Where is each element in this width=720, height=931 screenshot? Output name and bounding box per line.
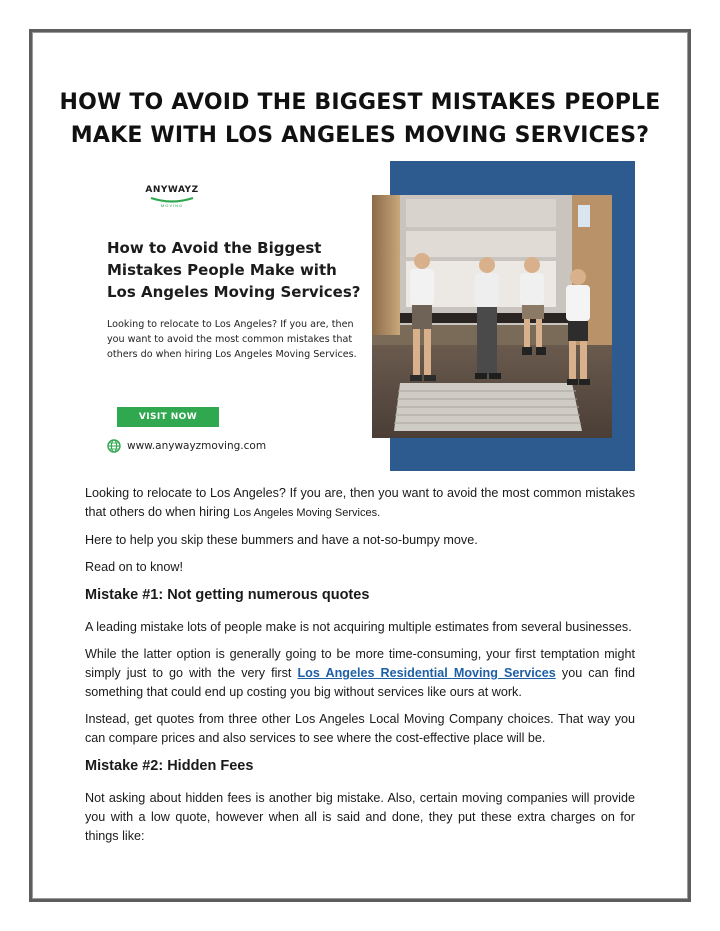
intro-service-name: Los Angeles Moving Services. (233, 507, 381, 519)
hero-banner (86, 161, 635, 471)
mistake-1-heading: Mistake #1: Not getting numerous quotes (85, 587, 370, 603)
intro-paragraph-2: Here to help you skip these bummers and have a not-so-bumpy move. (85, 533, 478, 547)
mistake-1-text-b: you can find something that could end up costing you big without services like ours at work. (85, 666, 635, 699)
intro-paragraph-3: Read on to know! (85, 560, 184, 574)
page-title: HOW TO AVOID THE BIGGEST MISTAKES PEOPLE MAKE WITH LOS ANGELES MOVING SERVICES? (59, 90, 661, 148)
banner-heading: How to Avoid the Biggest Mistakes People Make with Los Angeles Moving Services? (107, 239, 361, 301)
logo-swoosh-icon (149, 196, 195, 203)
mistake-2-heading: Mistake #2: Hidden Fees (85, 758, 254, 774)
mistake-1-text-a: While the latter option is generally going to be more time-consuming, your first temptation might simply just to go with the very first (85, 647, 635, 680)
visit-now-button[interactable]: VISIT NOW (117, 407, 219, 427)
movers-photo (372, 195, 612, 438)
intro-text: Looking to relocate to Los Angeles? If you are, then you want to avoid the most common mistakes that others do when hiring (85, 486, 635, 519)
website-url: www.anywayzmoving.com (127, 440, 267, 452)
residential-moving-link[interactable]: Los Angeles Residential Moving Services (297, 666, 556, 680)
mistake-1-paragraph-3: Instead, get quotes from three other Los Angeles Local Moving Company choices. That way you can compare prices and also services to see where the cost-effective place will be. (85, 712, 635, 745)
website-row[interactable] (107, 438, 266, 454)
logo-sub: MOVING (160, 203, 184, 208)
globe-icon (107, 439, 121, 453)
logo-name: ANYWAYZ (145, 185, 199, 195)
mistake-1-paragraph-2 (85, 645, 635, 702)
banner-body: Looking to relocate to Los Angeles? If you are, then you want to avoid the most common mistakes that others do when hiring Los Angeles Moving Services. (107, 319, 357, 360)
intro-paragraph-1 (85, 484, 635, 523)
mistake-1-paragraph-1: A leading mistake lots of people make is not acquiring multiple estimates from several businesses. (85, 620, 632, 634)
company-logo (142, 185, 202, 209)
mistake-2-paragraph-1: Not asking about hidden fees is another big mistake. Also, certain moving companies will provide you with a low quote, however when all is said and done, they put these extra charges on for things like: (85, 791, 635, 843)
